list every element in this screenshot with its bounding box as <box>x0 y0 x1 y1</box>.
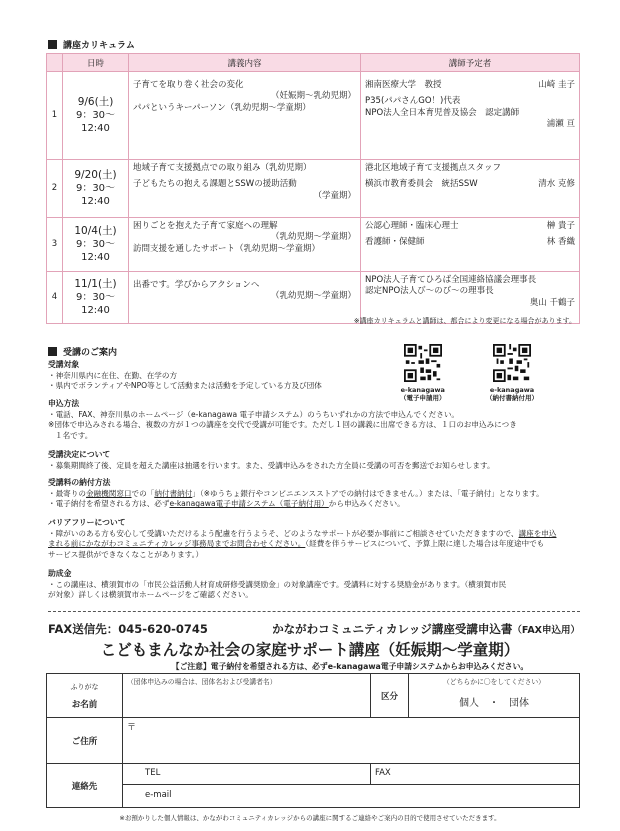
heading-square-icon <box>48 347 57 356</box>
fax-field[interactable] <box>371 764 580 785</box>
guide-target: 受講対象 ・神奈川県内に在住、在勤、在学の方 ・県内でボランティアやNPO等として活動または活動を予定している方及び団体 <box>48 360 322 391</box>
curriculum-row: 2 9/20(土) 9：30～ 12:40 地域子育て支援拠点での取り組み（乳幼児期） 子どもたちの抱える課題とSSWの援助活動 （学童期） 港北区地域子育て支援拠点スタッフ 横浜市教育委員会 統括SSW 清水 克修 <box>47 160 580 218</box>
cut-line <box>48 611 580 612</box>
guide-decision: 受講決定について ・募集期間終了後、定員を超えた講座は抽選を行います。また、受講申込みをされた方全員に受講の可否を郵送でお知らせします。 <box>48 450 495 470</box>
caution-note: 【ご注意】電子納付を希望される方は、必ずe-kanagawa電子申請システムからお申込みください。 <box>171 662 529 671</box>
fax-label: FAX <box>375 768 391 778</box>
fax-header: FAX送信先：045-620-0745 かながわコミュニティカレッジ講座受講申込書（FAX申込用） <box>48 622 580 636</box>
address-label: ご住所 <box>47 718 123 764</box>
postal-mark: 〒 <box>127 723 137 733</box>
course-title: こどもまんなか社会の家庭サポート講座（妊娠期～学童期） <box>100 641 520 659</box>
kubun-label: 区分 <box>371 674 409 718</box>
qr-code-apply[interactable]: e-kanagawa （電子申請用） <box>400 344 446 402</box>
curriculum-header-row <box>47 54 580 72</box>
email-field[interactable] <box>123 785 580 808</box>
guide-heading: 受講のご案内 <box>48 345 117 358</box>
furigana-label: ふりがな <box>70 682 99 691</box>
qr-code-payment[interactable]: e-kanagawa （納付書納付用） <box>486 344 538 402</box>
privacy-note: ※お預かりした個人情報は、かながわコミュニティカレッジからの講座に関するご連絡やご案内の目的で使用させていただきます。 <box>119 814 501 822</box>
address-field[interactable] <box>123 718 580 764</box>
contact-label: 連絡先 <box>47 764 123 808</box>
header-instructor: 講師予定者 <box>361 54 580 72</box>
curriculum-table <box>46 53 580 324</box>
heading-square-icon <box>48 40 57 49</box>
header-date: 日時 <box>63 54 129 72</box>
guide-payment: 受講料の納付方法 ・最寄りの金融機関窓口での「納付書納付」（※ゆうちょ銀行やコンビニエンスストアでの納付はできません。）または、「電子納付」となります。 ・電子納付を希望される方は、必ずe-kanagawa電子申請システム（電子納付用）から申込みください。 <box>48 478 544 509</box>
guide-grant: 助成金 ・この講座は、横須賀市の「市民公益活動人材育成研修受講奨励金」の対象講座です。受講料に対する奨励金があります。（横須賀市民 が対象）詳しくは横須賀市ホームページをご確認ください。 <box>48 569 507 600</box>
name-label: お名前 <box>71 699 98 710</box>
curriculum-row: 3 10/4(土) 9：30～ 12:40 困りごとを抱えた子育て家庭への理解 （乳幼児期～学童期） 訪問支援を通したサポート（乳幼児期～学童期） 公認心理師・臨床心理士 榊 貴子 看護師・保健師 林 香織 <box>47 218 580 272</box>
application-form <box>46 673 580 808</box>
curriculum-note: ※講座カリキュラムと講師は、都合により変更になる場合があります。 <box>353 317 576 325</box>
kubun-field[interactable]: （どちらかに〇をしてください） 個人 ・ 団体 <box>409 674 580 718</box>
curriculum-heading: 講座カリキュラム <box>48 38 135 51</box>
guide-barrier-free: バリアフリーについて ・障がいのある方も安心して受講いただけるよう配慮を行うようそ、どのようなサポートが必要か事前にご相談させていただきますので、講座を申込 まれる前にかながわコミュニティカレッジ事務局までお問合わせください。（経費を伴うサービスについて、予算上限に達した場合は年度途中でも サービス提供ができなくなことがあります。） <box>48 518 557 559</box>
kubun-options[interactable]: 個人 ・ 団体 <box>459 698 529 709</box>
tel-field[interactable] <box>123 764 371 785</box>
curriculum-row: 4 11/1(土) 9：30～ 12:40 出番です。学びからアクションへ （乳幼児期～学童期） NPO法人子育てひろば全国連絡協議会理事長 認定NPO法人び～のび～の理事長 奥山 千鶴子 <box>47 272 580 324</box>
header-content: 講義内容 <box>129 54 361 72</box>
curriculum-row: 1 9/6(土) 9：30～ 12:40 子育てを取り巻く社会の変化 （妊娠期～乳幼児期） パパというキーパーソン（乳幼児期～学童期） 湘南医療大学 教授 山崎 圭子 P35(パパさんGO！)代表 NPO法人全日本育児普及協会 認定講師 浦瀬 亘 <box>47 72 580 160</box>
email-label: e-mail <box>145 790 172 800</box>
name-field[interactable]: （団体申込みの場合は、団体名および受講者名） <box>123 674 371 718</box>
tel-label: TEL <box>145 768 161 778</box>
guide-apply: 申込方法 ・電話、FAX、神奈川県のホームページ（e-kanagawa 電子申請システム）のうちいずれかの方法で申込んでください。 ※団体で申込みされる場合、複数の方が１つの講座を交代で受講が可能です。ただし１回の講義に出席できる方は、１口のお申込みにつき １名です。 <box>48 399 517 440</box>
